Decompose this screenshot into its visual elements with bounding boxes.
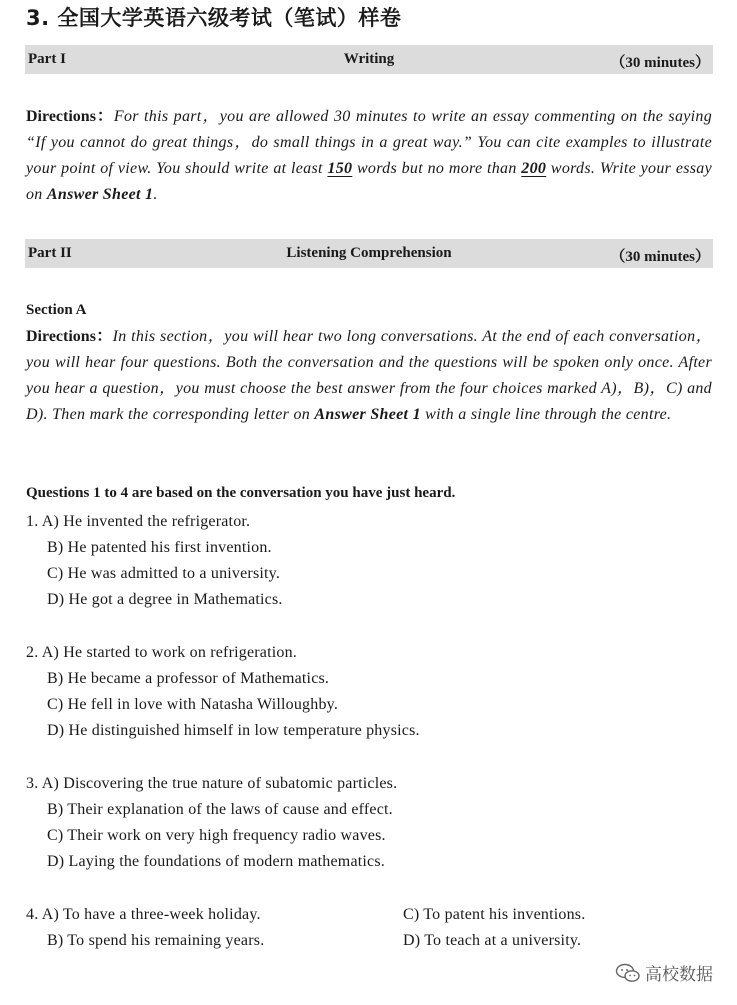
- q1-option-c: C) He was admitted to a university.: [47, 565, 281, 582]
- directions-label: Directions：: [26, 108, 114, 125]
- q2-option-d: D) He distinguished himself in low temperature physics.: [47, 722, 420, 739]
- q2-option-c: C) He fell in love with Natasha Willoughby.: [47, 696, 339, 713]
- q1-option-b: B) He patented his first invention.: [47, 539, 272, 556]
- directions-label: Directions：: [26, 328, 113, 345]
- answer-sheet-ref: Answer Sheet 1: [46, 186, 154, 203]
- part-2-header: [25, 239, 713, 268]
- questions-heading: Questions 1 to 4 are based on the conversation you have just heard.: [26, 485, 456, 501]
- part-1-time: （30 minutes）: [610, 55, 710, 71]
- watermark: [615, 960, 713, 985]
- listening-directions: Directions：In this section，you will hear two long conversations. At the end of each conversation，you will hear four questions. Both the conversation and the questions will be spoken only once. After you hear a question，you must choose the best answer from the four choices marked A)，B)，C) and D). Then mark the corresponding letter on Answer Sheet 1 with a single line through the centre.: [26, 328, 712, 423]
- q4-option-a: 4. A) To have a three-week holiday.: [26, 906, 261, 923]
- part-1-name: Writing: [343, 51, 395, 67]
- q4-option-b: B) To spend his remaining years.: [47, 932, 265, 949]
- q4-option-d: D) To teach at a university.: [403, 932, 582, 949]
- wechat-icon: [615, 963, 641, 983]
- part-1-header: [25, 45, 713, 74]
- answer-sheet-ref: Answer Sheet 1: [314, 406, 421, 423]
- q3-option-c: C) Their work on very high frequency radio waves.: [47, 827, 386, 844]
- q2-option-a: 2. A) He started to work on refrigeration.: [26, 644, 297, 661]
- q1-option-d: D) He got a degree in Mathematics.: [47, 591, 283, 608]
- writing-directions: Directions：For this part，you are allowed 30 minutes to write an essay commenting on the saying “If you cannot do great things，do small things in a great way.” You can cite examples to illustrate your point of view. You should write at least 150 words but no more than 200 words. Write your essay on Answer Sheet 1.: [26, 108, 712, 203]
- part-2-label: Part II: [28, 245, 72, 261]
- q1-option-a: 1. A) He invented the refrigerator.: [26, 513, 251, 530]
- part-2-name: Listening Comprehension: [286, 245, 452, 261]
- q3-option-d: D) Laying the foundations of modern mathematics.: [47, 853, 385, 870]
- part-2-time: （30 minutes）: [610, 249, 710, 265]
- part-1-label: Part I: [28, 51, 66, 67]
- q3-option-b: B) Their explanation of the laws of cause and effect.: [47, 801, 393, 818]
- max-words: 200: [521, 160, 547, 177]
- q4-option-c: C) To patent his inventions.: [403, 906, 586, 923]
- q3-option-a: 3. A) Discovering the true nature of subatomic particles.: [26, 775, 398, 792]
- q2-option-b: B) He became a professor of Mathematics.: [47, 670, 330, 687]
- watermark-text: 高校数据: [645, 965, 713, 985]
- section-a-heading: Section A: [26, 302, 87, 318]
- min-words: 150: [327, 160, 353, 177]
- page-title: 3. 全国大学英语六级考试（笔试）样卷: [26, 6, 402, 30]
